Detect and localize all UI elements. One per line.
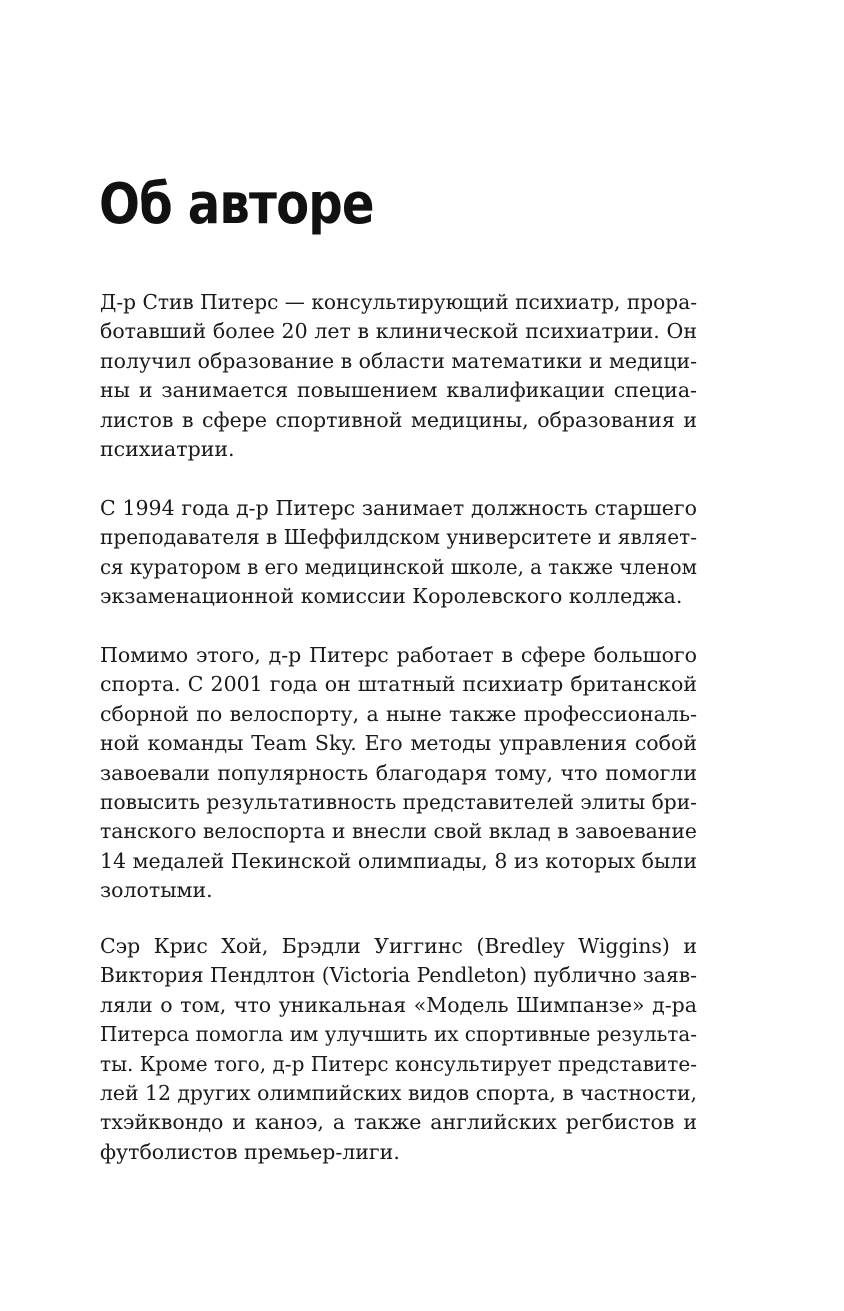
text-line: С 1994 года д-р Питерс занимает должность старшего xyxy=(100,496,697,520)
text-line: листов в сфере спортивной медицины, образования и xyxy=(100,407,697,432)
paragraph-1 xyxy=(100,288,697,464)
text-line: ной команды Team Sky. Его методы управления собой xyxy=(100,731,697,756)
text-line: ся куратором в его медицинской школе, а также членом xyxy=(100,554,697,579)
text-line: золотыми. xyxy=(100,878,213,903)
text-line: лей 12 других олимпийских видов спорта, в частности, xyxy=(100,1080,697,1105)
text-line: Сэр Крис Хой, Брэдли Уиггинс (Bredley Wiggins) и xyxy=(100,934,697,958)
text-line: Д-р Стив Питерс — консультирующий психиатр, прора- xyxy=(100,290,697,314)
paragraph-4 xyxy=(100,932,697,1167)
text-line: экзаменационной комиссии Королевского колледжа. xyxy=(100,584,683,609)
text-line: футболистов премьер-лиги. xyxy=(100,1139,400,1164)
text-line: повысить результативность представителей элиты бри- xyxy=(100,789,697,814)
text-line: ты. Кроме того, д-р Питерс консультирует представите- xyxy=(100,1051,697,1076)
text-line: ботавший более 20 лет в клинической психиатрии. Он xyxy=(100,319,697,344)
text-line: тхэйквондо и каноэ, а также английских регбистов и xyxy=(100,1110,697,1135)
text-line: танского велоспорта и внесли свой вклад в завоевание xyxy=(100,819,697,844)
text-line: ны и занимается повышением квалификации специа- xyxy=(100,378,697,403)
text-line: преподавателя в Шеффилдском университете и являет- xyxy=(100,525,697,550)
text-line: спорта. С 2001 года он штатный психиатр британской xyxy=(100,672,697,697)
text-line: сборной по велоспорту, а ныне также профессиональ- xyxy=(100,701,697,726)
text-line: ляли о том, что уникальная «Модель Шимпанзе» д-ра xyxy=(100,992,697,1017)
paragraph-2 xyxy=(100,494,697,612)
text-line: Виктория Пендлтон (Victoria Pendleton) публично заяв- xyxy=(100,963,697,988)
paragraph-3 xyxy=(100,641,697,906)
text-line: 14 медалей Пекинской олимпиады, 8 из которых были xyxy=(100,848,697,873)
text-line: Питерса помогла им улучшить их спортивные результа- xyxy=(100,1022,697,1047)
text-line: завоевали популярность благодаря тому, что помогли xyxy=(100,760,697,785)
page-title: Об авторе xyxy=(99,172,374,237)
text-line: получил образование в области математики и медици- xyxy=(100,348,697,373)
text-line: психиатрии. xyxy=(100,436,235,461)
text-line: Помимо этого, д-р Питерс работает в сфере большого xyxy=(100,643,697,667)
